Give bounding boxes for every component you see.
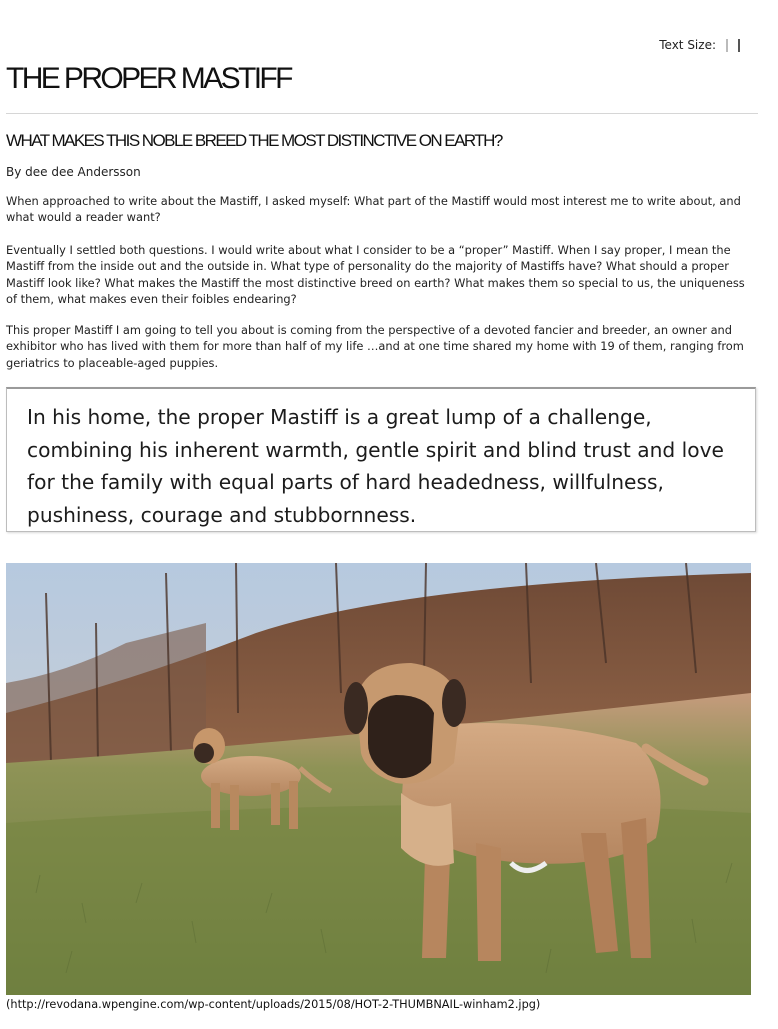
text-size-increase-button[interactable] bbox=[738, 39, 740, 52]
text-size-control bbox=[659, 38, 740, 52]
text-size-label: Text Size: bbox=[659, 38, 716, 52]
mastiff-photo-illustration bbox=[6, 563, 751, 995]
article-byline: By dee dee Andersson bbox=[6, 165, 141, 179]
pull-quote-text: In his home, the proper Mastiff is a great lump of a challenge, combining his inherent warmth, gentle spirit and blind trust and love for the family with equal parts of hard headedness, willfulness, pushiness, courage and stubbornness. bbox=[27, 405, 724, 527]
title-divider bbox=[6, 113, 758, 114]
article-paragraph: This proper Mastiff I am going to tell you about is coming from the perspective of a devoted fancier and breeder, an owner and exhibitor who has lived with them for more than half of my life …and at one time shared my home with 19 of them, ranging from geriatrics to placeable-aged puppies. bbox=[6, 323, 744, 370]
photo-caption: (http://revodana.wpengine.com/wp-content/uploads/2015/08/HOT-2-THUMBNAIL-winham2.jpg) bbox=[6, 998, 541, 1011]
article-paragraph: Eventually I settled both questions. I would write about what I consider to be a “proper” Mastiff. When I say proper, I mean the Mastiff from the inside out and the outside in. What type of personality do the majority of Mastiffs have? What should a proper Mastiff look like? What makes the Mastiff the most distinctive breed on earth? What makes them so special to us, the uniqueness of them, what makes even their foibles endearing? bbox=[6, 243, 745, 306]
text-size-decrease-button[interactable] bbox=[726, 39, 728, 52]
article-subtitle: WHAT MAKES THIS NOBLE BREED THE MOST DISTINCTIVE ON EARTH? bbox=[6, 131, 502, 150]
mastiff-photo bbox=[6, 563, 751, 995]
article-paragraph: When approached to write about the Mastiff, I asked myself: What part of the Mastiff would most interest me to write about, and what would a reader want? bbox=[6, 194, 741, 225]
pull-quote bbox=[6, 387, 756, 532]
article-title: THE PROPER MASTIFF bbox=[6, 62, 291, 95]
